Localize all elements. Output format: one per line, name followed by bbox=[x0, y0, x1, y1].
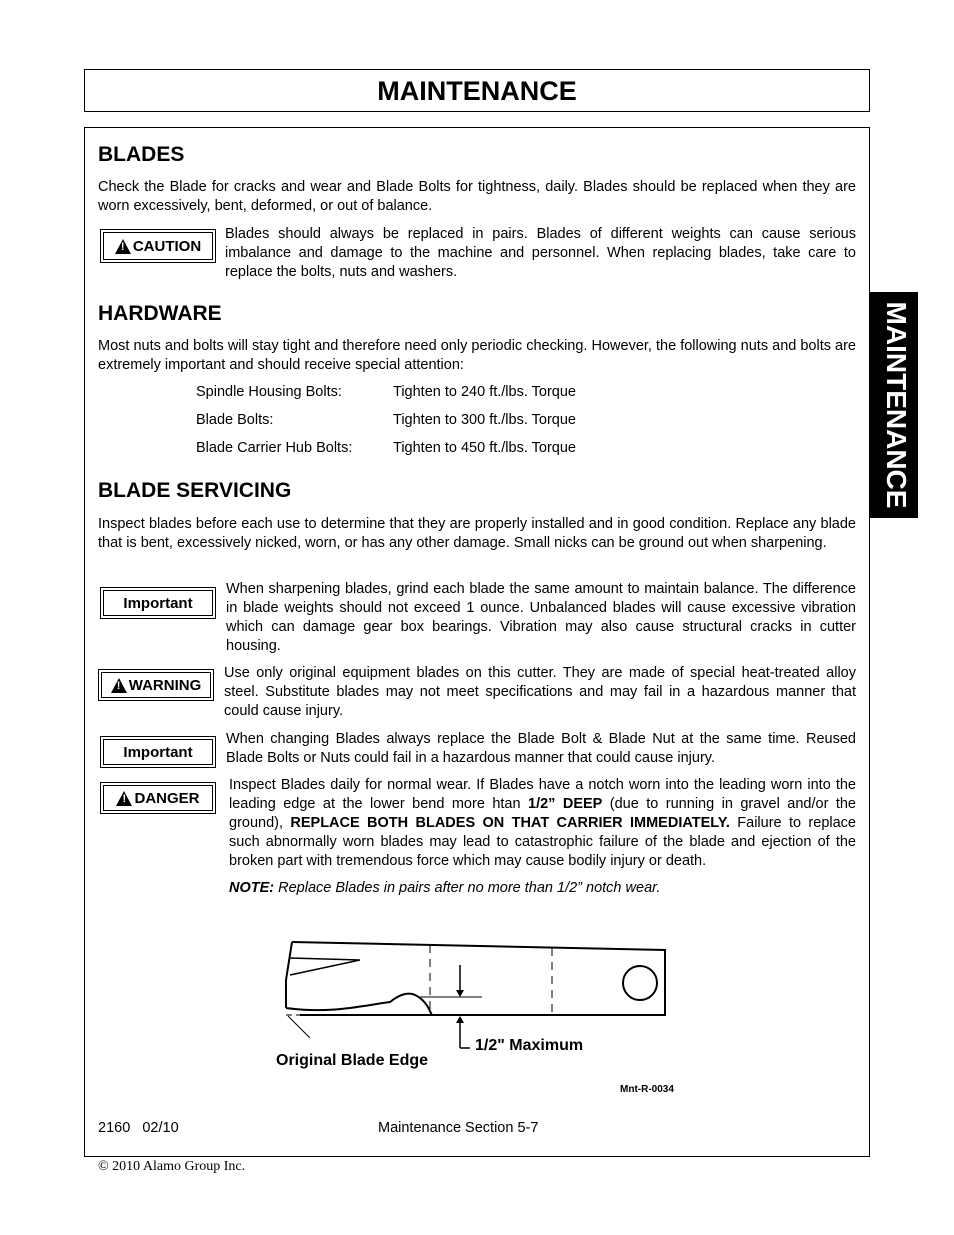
warning-triangle-icon bbox=[116, 791, 132, 806]
figure-code: Mnt-R-0034 bbox=[620, 1084, 674, 1095]
danger-text: Inspect Blades daily for normal wear. If Blades have a notch worn into the leading worn into the leading edge at the lower bend more htan 1/2” DEEP (due to running in gravel and/or the ground), REPLACE BOTH BLADES ON THAT CARRIER IMMEDIATELY. Failure to replace such abnormally worn blades may lead to catastrophic failure of the blade and ejection of the broken part with tremendous force which may cause bodily injury or death. bbox=[229, 777, 856, 869]
side-tab-label: MAINTENANCE bbox=[881, 301, 912, 509]
important-text-1: When sharpening blades, grind each blade the same amount to maintain balance. The difference in blade weights should not exceed 1 ounce. Unbalanced blades will cause excessive vibration which can damage gear box bearings. Vibration may also cause structural cracks in cutter housing. bbox=[226, 581, 856, 654]
hardware-heading: HARDWARE bbox=[98, 302, 222, 325]
side-tab bbox=[869, 292, 918, 518]
footer-section: Maintenance Section 5-7 bbox=[378, 1120, 539, 1136]
hardware-intro: Most nuts and bolts will stay tight and therefore need only periodic checking. However, the following nuts and bolts are extremely important and should receive special attention: bbox=[98, 338, 856, 373]
spec-item: Blade Bolts: bbox=[196, 412, 274, 428]
spec-item: Spindle Housing Bolts: bbox=[196, 384, 342, 400]
spec-row bbox=[196, 412, 576, 428]
spec-item: Blade Carrier Hub Bolts: bbox=[196, 440, 353, 456]
spec-row bbox=[196, 440, 576, 456]
bolt-hole bbox=[623, 966, 657, 1000]
blades-heading: BLADES bbox=[98, 143, 185, 166]
danger-label bbox=[100, 782, 216, 814]
caution-text: Blades should always be replaced in pairs. Blades of different weights can cause serious imbalance and damage to the machine and personnel. When replacing blades, take care to replace the bolts, nuts and washers. bbox=[225, 226, 856, 280]
spec-value: Tighten to 240 ft./lbs. Torque bbox=[393, 384, 576, 400]
spec-value: Tighten to 300 ft./lbs. Torque bbox=[393, 412, 576, 428]
warning-text: Use only original equipment blades on this cutter. They are made of special heat-treated alloy steel. Substitute blades may not meet specifications and may fail in a hazardous manner that could cause injury. bbox=[224, 665, 856, 719]
page-title: MAINTENANCE bbox=[377, 76, 577, 106]
warning-label bbox=[98, 669, 214, 701]
important-label bbox=[100, 587, 216, 619]
spec-row bbox=[196, 384, 576, 400]
footer-model: 2160 02/10 bbox=[98, 1120, 179, 1136]
notch-edge bbox=[286, 994, 432, 1015]
blades-intro: Check the Blade for cracks and wear and Blade Bolts for tightness, daily. Blades should be replaced when they are worn excessively, bent, deformed, or out of balance. bbox=[98, 179, 856, 214]
copyright: © 2010 Alamo Group Inc. bbox=[98, 1159, 246, 1174]
warning-label-text: WARNING bbox=[128, 676, 202, 694]
important-text-2: When changing Blades always replace the Blade Bolt & Blade Nut at the same time. Reused Blade Bolts or Nuts could fail in a hazardous manner that could cause injury. bbox=[226, 731, 856, 766]
blade-outline bbox=[292, 942, 665, 1015]
blade-wear-diagram bbox=[270, 930, 710, 1100]
label-max: 1/2" Maximum bbox=[475, 1037, 584, 1054]
important-label-text: Important bbox=[103, 739, 213, 765]
header-box bbox=[84, 69, 870, 112]
danger-label-text: DANGER bbox=[134, 789, 200, 807]
caution-label-text: CAUTION bbox=[132, 237, 202, 255]
blade-servicing-intro: Inspect blades before each use to determine that they are properly installed and in good condition. Replace any blade that is bent, excessively nicked, worn, or has any other damage. Small nicks can be ground out when sharpening. bbox=[98, 516, 856, 551]
note: NOTE: Replace Blades in pairs after no more than 1/2” notch wear. bbox=[229, 880, 661, 896]
caution-label bbox=[100, 229, 216, 263]
warning-triangle-icon bbox=[111, 678, 127, 693]
important-label-text: Important bbox=[103, 590, 213, 616]
spec-value: Tighten to 450 ft./lbs. Torque bbox=[393, 440, 576, 456]
warning-triangle-icon bbox=[115, 239, 131, 254]
label-edge: Original Blade Edge bbox=[276, 1052, 429, 1069]
important-label bbox=[100, 736, 216, 768]
blade-servicing-heading: BLADE SERVICING bbox=[98, 479, 292, 502]
